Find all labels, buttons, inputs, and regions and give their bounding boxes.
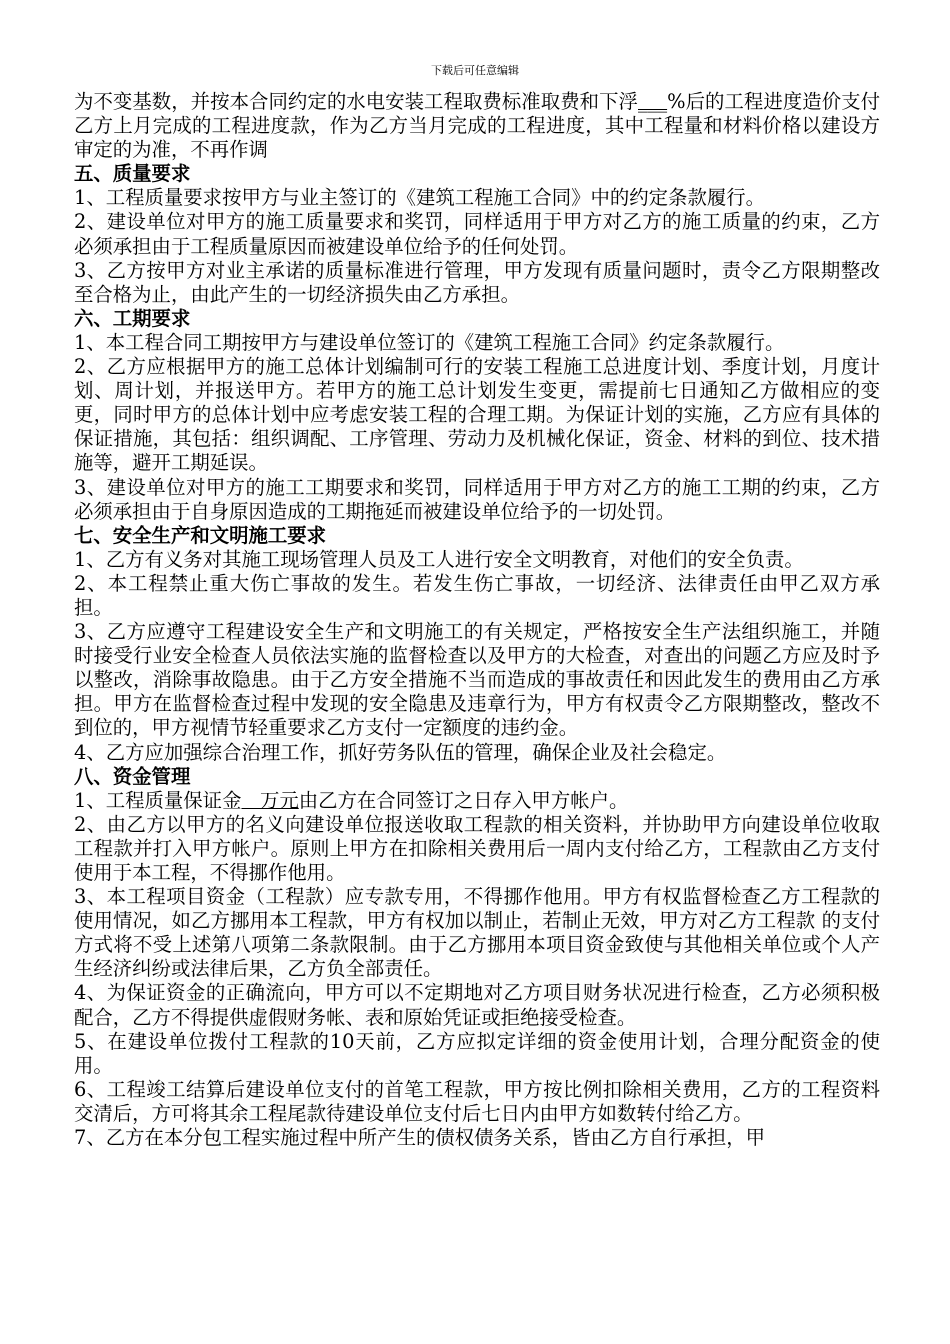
page-header: 下载后可任意编辑 [431, 64, 519, 77]
float-percent-blank: ___ [638, 90, 668, 113]
section-8-clause-4: 4、为保证资金的正确流向，甲方可以不定期地对乙方项目财务状况进行检查，乙方必须积极配合，乙方不得提供虚假财务帐、表和原始凭证或拒绝接受检查。 [74, 981, 880, 1029]
section-7-clause-4: 4、乙方应加强综合治理工作，抓好劳务队伍的管理，确保企业及社会稳定。 [74, 740, 727, 764]
document-body [74, 90, 880, 1150]
section-8-clause-5: 5、在建设单位拨付工程款的10天前，乙方应拟定详细的资金使用计划，合理分配资金的使用。 [74, 1029, 880, 1077]
section-7-clause-3: 3、乙方应遵守工程建设安全生产和文明施工的有关规定，严格按安全生产法组织施工，并随时接受行业安全检查人员依法实施的监督检查以及甲方的大检查，对查出的问题乙方应及时予以整改，消除事故隐患。由于乙方安全措施不当而造成的事故责任和因此发生的费用由乙方承担。甲方在监督检查过程中发现的安全隐患及违章行为，甲方有权责令乙方限期整改，整改不到位的，甲方视情节轻重要求乙方支付一定额度的违约金。 [74, 620, 880, 740]
section-5-clause-3: 3、乙方按甲方对业主承诺的质量标准进行管理，甲方发现有质量问题时，责令乙方限期整改至合格为止，由此产生的一切经济损失由乙方承担。 [74, 258, 880, 306]
section-5-title: 五、质量要求 [74, 162, 191, 186]
section-6-title: 六、工期要求 [74, 306, 191, 330]
section-8-clause-6: 6、工程竣工结算后建设单位支付的首笔工程款，甲方按比例扣除相关费用，乙方的工程资料交清后，方可将其余工程尾款待建设单位支付后七日内由甲方如数转付给乙方。 [74, 1077, 880, 1125]
section-8-clause-1 [74, 789, 880, 813]
intro-paragraph [74, 90, 880, 162]
deposit-before: 1、工程质量保证金 [74, 788, 242, 812]
section-5-clause-2: 2、建设单位对甲方的施工质量要求和奖罚，同样适用于甲方对乙方的施工质量的约束，乙方必须承担由于工程质量原因而被建设单位给予的任何处罚。 [74, 210, 880, 258]
section-8-clause-2: 2、由乙方以甲方的名义向建设单位报送收取工程款的相关资料，并协助甲方向建设单位收取工程款并打入甲方帐户。原则上甲方在扣除相关费用后一周内支付给乙方，工程款由乙方支付使用于本工程，不得挪作他用。 [74, 812, 880, 884]
intro-after: %后的工程进度造价支付乙方上月完成的工程进度款，作为乙方当月完成的工程进度，其中工程量和材料价格以建设方审定的为准，不再作调 [74, 90, 880, 162]
section-7-clause-2: 2、本工程禁止重大伤亡事故的发生。若发生伤亡事故，一切经济、法律责任由甲乙双方承担。 [74, 571, 880, 619]
section-6-clause-3: 3、建设单位对甲方的施工工期要求和奖罚，同样适用于甲方对乙方的施工工期的约束，乙方必须承担由于自身原因造成的工期拖延而被建设单位给予的一切处罚。 [74, 475, 880, 523]
section-6-clause-1: 1、本工程合同工期按甲方与建设单位签订的《建筑工程施工合同》约定条款履行。 [74, 330, 785, 354]
section-8-title: 八、资金管理 [74, 764, 191, 788]
deposit-after: 由乙方在合同签订之日存入甲方帐户。 [298, 788, 629, 812]
section-6-clause-2: 2、乙方应根据甲方的施工总体计划编制可行的安装工程施工总进度计划、季度计划，月度计划、周计划，并报送甲方。若甲方的施工总计划发生变更，需提前七日通知乙方做相应的变更，同时甲方的总体计划中应考虑安装工程的合理工期。为保证计划的实施，乙方应有具体的保证措施，其包括：组织调配、工序管理、劳动力及机械化保证，资金、材料的到位、技术措施等，避开工期延误。 [74, 355, 880, 475]
section-7-title: 七、安全生产和文明施工要求 [74, 523, 327, 547]
deposit-amount-blank: 万元 [241, 788, 299, 812]
section-8-clause-7: 7、乙方在本分包工程实施过程中所产生的债权债务关系，皆由乙方自行承担，甲 [74, 1126, 766, 1150]
intro-before: 为不变基数，并按本合同约定的水电安装工程取费标准取费和下浮 [74, 90, 638, 113]
section-8-clause-3: 3、本工程项目资金（工程款）应专款专用，不得挪作他用。甲方有权监督检查乙方工程款的使用情况，如乙方挪用本工程款，甲方有权加以制止，若制止无效，甲方对乙方工程款 的支付方式将不受上述第八项第二条款限制。由于乙方挪用本项目资金致使与其他相关单位或个人产生经济纠纷或法律后果，乙方负全部责任。 [74, 885, 880, 981]
section-5-clause-1: 1、工程质量要求按甲方与业主签订的《建筑工程施工合同》中的约定条款履行。 [74, 186, 766, 210]
section-7-clause-1: 1、乙方有义务对其施工现场管理人员及工人进行安全文明教育，对他们的安全负责。 [74, 547, 804, 571]
